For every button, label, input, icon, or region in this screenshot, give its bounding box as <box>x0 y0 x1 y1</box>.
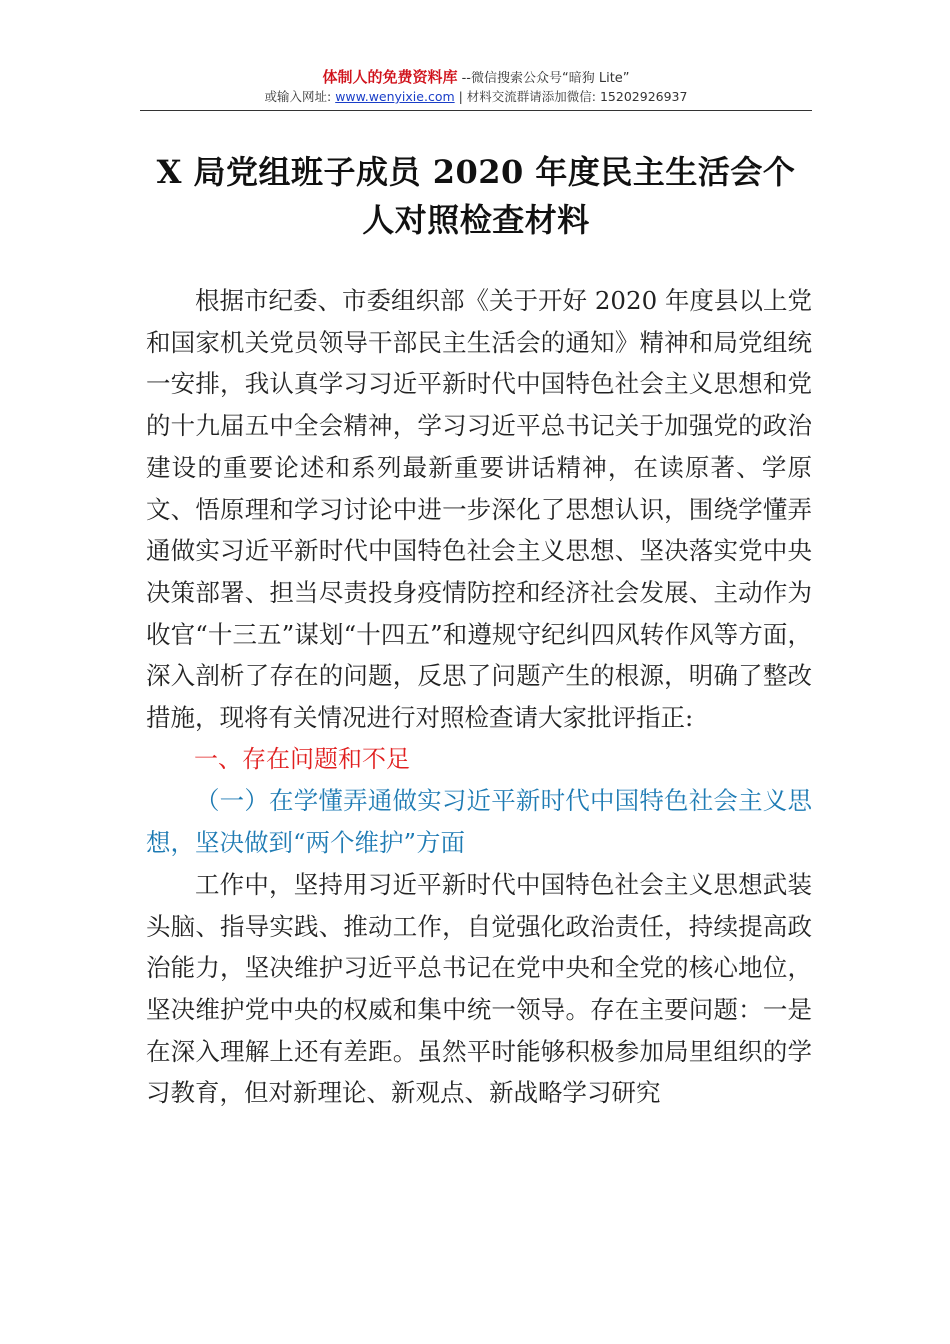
header-brand: 体制人的免费资料库 <box>322 68 458 86</box>
title-line-1: X 局党组班子成员 2020 年度民主生活会个 <box>156 153 796 191</box>
section-heading-1: 一、存在问题和不足 <box>194 744 410 773</box>
page-header <box>140 68 812 106</box>
document-title <box>140 148 812 244</box>
subsection-heading-1: （一）在学懂弄通做实习近平新时代中国特色社会主义思想，坚决做到“两个维护”方面 <box>146 786 812 858</box>
header-url-prefix: 或输入网址: <box>264 89 336 104</box>
subsection-1-paragraph: 工作中，坚持用习近平新时代中国特色社会主义思想武装头脑、指导实践、推动工作，自觉强化政治责任，持续提高政治能力，坚决维护习近平总书记在党中央和全党的核心地位，坚决维护党中央的权威和集中统一领导。存在主要问题：一是在深入理解上还有差距。虽然平时能够积极参加局里组织的学习教育，但对新理论、新观点、新战略学习研究 <box>146 869 812 1108</box>
document-body <box>146 280 812 1114</box>
intro-paragraph: 根据市纪委、市委组织部《关于开好 2020 年度县以上党和国家机关党员领导干部民主生活会的通知》精神和局党组统一安排，我认真学习习近平新时代中国特色社会主义思想和党的十九届五中全会精神，学习习近平总书记关于加强党的政治建设的重要论述和系列最新重要讲话精神，在读原著、学原文、悟原理和学习讨论中进一步深化了思想认识，围绕学懂弄通做实习近平新时代中国特色社会主义思想、坚决落实党中央决策部署、担当尽责投身疫情防控和经济社会发展、主动作为收官“十三五”谋划“十四五”和遵规守纪纠四风转作风等方面，深入剖析了存在的问题，反思了问题产生的根源，明确了整改措施，现将有关情况进行对照检查请大家批评指正: <box>146 286 812 733</box>
header-group-note: | 材料交流群请添加微信: 15202926937 <box>454 89 688 104</box>
header-line-1 <box>140 68 812 88</box>
header-line-2 <box>140 88 812 106</box>
header-website-link[interactable]: www.wenyixie.com <box>335 89 455 104</box>
header-divider <box>140 110 812 111</box>
header-wechat-note: --微信搜索公众号“暗狗 Lite” <box>457 71 630 86</box>
title-line-2: 人对照检查材料 <box>362 201 590 239</box>
